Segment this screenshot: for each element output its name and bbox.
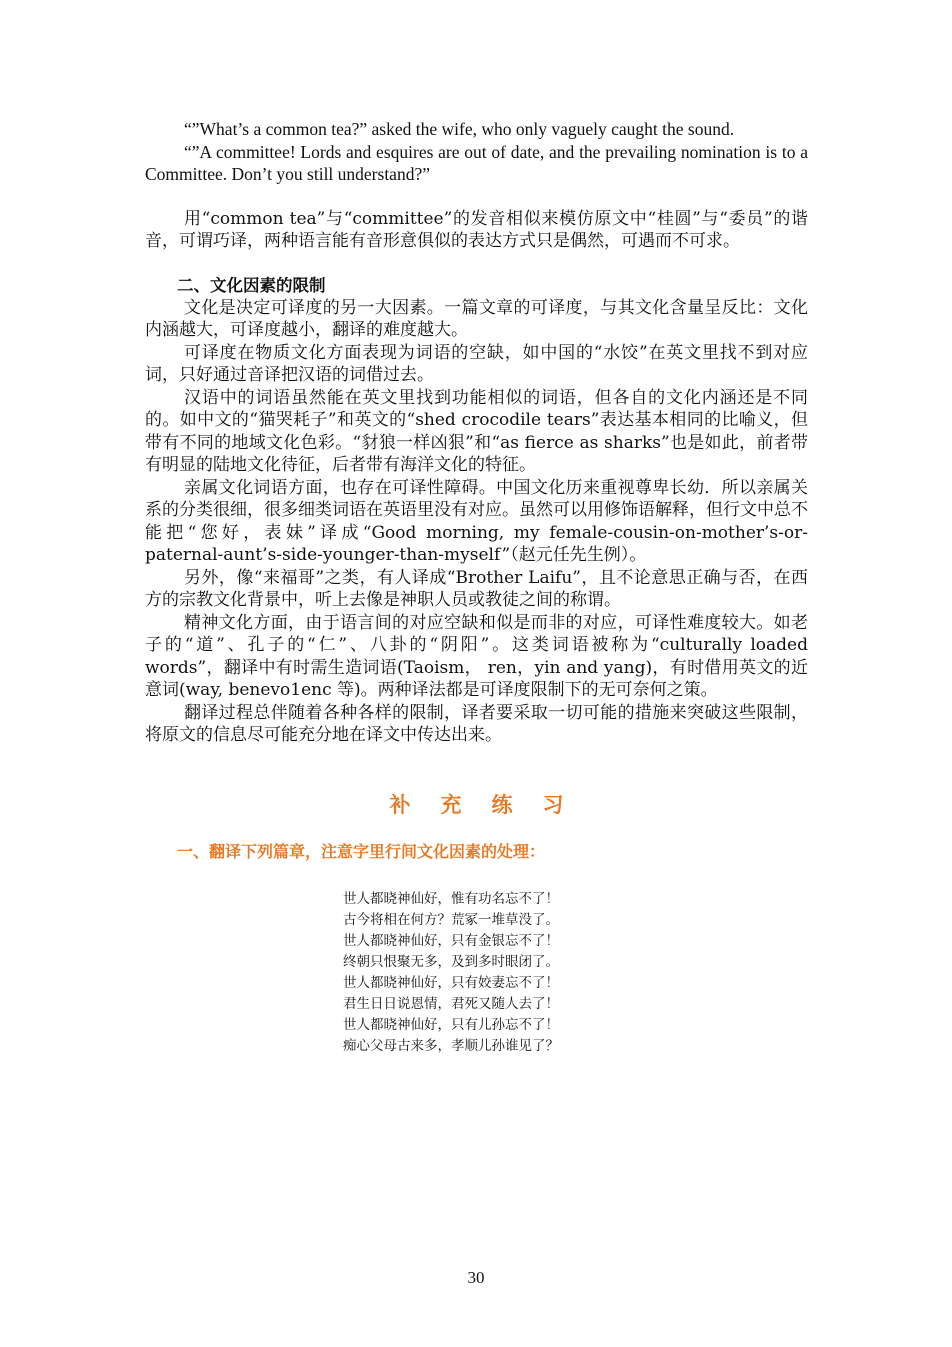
commentary-paragraph: 用“common tea”与“committee”的发音相似来模仿原文中“桂圆”与“委员”的谐音，可谓巧译，两种语言能有音形意俱似的表达方式只是偶然，可遇而不可求。 — [145, 208, 808, 251]
body-paragraph: 精神文化方面，由于语言间的对应空缺和似是而非的对应，可译性难度较大。如老子的“道”、孔子的“仁”、八卦的“阴阳”。这类词语被称为“culturally loaded words”，翻译中有时需生造词语(Taoism， ren，yin and yang)，有时借用英文的近意词(way, benevo1enc 等)。两种译法都是可译度限制下的无可奈何之策。 — [145, 612, 808, 700]
body-paragraph: 文化是决定可译度的另一大因素。一篇文章的可译度，与其文化含量呈反比：文化内涵越大，可译度越小，翻译的难度越大。 — [145, 297, 808, 340]
body-paragraph: 另外，像“来福哥”之类，有人译成“Brother Laifu”，且不论意思正确与否，在西方的宗教文化背景中，听上去像是神职人员或教徒之间的称谓。 — [145, 567, 808, 610]
poem-line: 君生日日说恩情，君死又随人去了！ — [343, 995, 559, 1012]
poem-line: 痴心父母古来多，孝顺儿孙谁见了？ — [343, 1037, 559, 1054]
exercise-subtitle: 一、翻译下列篇章，注意字里行间文化因素的处理： — [177, 841, 546, 861]
poem-line: 终朝只恨聚无多，及到多时眼闭了。 — [343, 953, 559, 970]
body-paragraph: 汉语中的词语虽然能在英文里找到功能相似的词语，但各自的文化内涵还是不同的。如中文的“猫哭耗子”和英文的“shed crocodile tears”表达基本相同的比喻义，但带有不同的地域文化色彩。“豺狼一样凶狠”和“as fierce as sharks”也是如此，前者带有明显的陆地文化待征，后者带有海洋文化的特征。 — [145, 387, 808, 475]
poem — [343, 889, 808, 1057]
dialogue-line-1: “”What’s a common tea?” asked the wife, who only vaguely caught the sound. — [184, 119, 735, 139]
page-number: 30 — [467, 1268, 485, 1287]
body-paragraph: 可译度在物质文化方面表现为词语的空缺，如中国的“水饺”在英文里找不到对应词，只好通过音译把汉语的词借过去。 — [145, 342, 808, 385]
poem-line: 古今将相在何方？荒冢一堆草没了。 — [343, 911, 559, 928]
poem-line: 世人都晓神仙好，只有姣妻忘不了！ — [343, 974, 559, 991]
page-body — [145, 118, 808, 1057]
body-paragraph: 亲属文化词语方面，也存在可译性障碍。中国文化历来重视尊卑长幼．所以亲属关系的分类很细，很多细类词语在英语里没有对应。虽然可以用修饰语解释，但行文中总不能把“您好，表妹”译成“Good morning, my female-cousin-on-mother’s-or-paternal-aunt’s-side-younger-than-myself”（赵元任先生例）。 — [145, 477, 808, 565]
poem-line: 世人都晓神仙好，只有金银忘不了！ — [343, 932, 559, 949]
dialogue-line-2: “”A committee! Lords and esquires are out of date, and the prevailing nomination is to a Committee. Don’t you still understand?” — [145, 141, 808, 184]
poem-line: 世人都晓神仙好，惟有功名忘不了！ — [343, 890, 559, 907]
section-heading: 二、文化因素的限制 — [177, 275, 326, 295]
body-paragraph: 翻译过程总伴随着各种各样的限制，译者要采取一切可能的措施来突破这些限制，将原文的信息尽可能充分地在译文中传达出来。 — [145, 702, 808, 745]
exercise-title: 补充练习 — [389, 792, 594, 817]
poem-line: 世人都晓神仙好，只有儿孙忘不了！ — [343, 1016, 559, 1033]
